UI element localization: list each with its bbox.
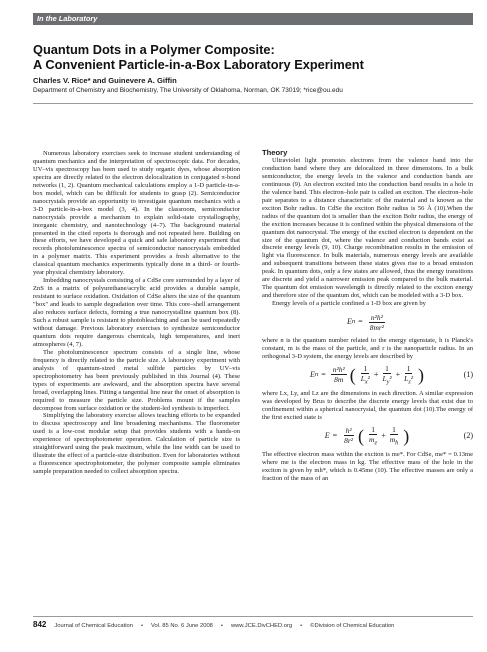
eq1-lhs: E	[346, 317, 352, 327]
eq3-term-hole	[388, 425, 401, 448]
eq2-term-y-sub: y	[386, 378, 390, 386]
copyright: ©Division of Chemical Education	[310, 623, 395, 629]
equation-number-2: (2)	[463, 430, 473, 440]
section-tag: In the Laboratory	[33, 13, 473, 25]
eq2-equals: =	[321, 369, 326, 379]
title-line-1: Quantum Dots in a Polymer Composite:	[33, 42, 275, 57]
eq2-term-x-sub: x	[364, 378, 368, 386]
eq1-equals: =	[358, 317, 363, 327]
equation-1	[262, 363, 473, 387]
equation-1d-box	[262, 310, 473, 334]
eq2-term-x-den: $L_x^2$	[360, 373, 370, 386]
equation-number-1: (1)	[463, 369, 473, 379]
theory-heading: Theory	[262, 148, 288, 157]
eq2-term-x-symbol: L	[360, 373, 365, 383]
eq3-lhs: E	[324, 430, 330, 440]
eq2-lhs-sub: n	[314, 370, 319, 378]
eq3-term-electron-num: 1	[371, 424, 375, 434]
eq2-term-z-symbol: L	[404, 373, 409, 383]
eq2-plus-2: +	[395, 369, 401, 379]
eq2-prefactor-numerator: n²h²	[332, 365, 345, 375]
eq3-term-hole-sub: h	[395, 439, 399, 447]
eq3-term-electron-den	[367, 435, 379, 448]
right-column	[262, 157, 473, 483]
eq3-term-hole-symbol: m	[389, 434, 396, 444]
journal-name: Journal of Chemical Education	[54, 623, 133, 629]
footer-separator-2: •	[220, 623, 223, 629]
eq2-open-paren: (	[349, 364, 356, 385]
eq3-close-paren: )	[403, 425, 410, 446]
eq2-prefactor-denominator: 8m	[334, 375, 344, 385]
page-footer	[33, 620, 473, 629]
left-paragraph-2: Imbedding nanocrystals consisting of a CdSe core surrounded by a layer of ZnS in a matrix of polyurethane/acrylic acid provides a durable sample, resistant to surface oxidation. Oxidation of CdSe alters the size of the quantum "box" and leads to sample degradation over time. This core–shell arrangement also reduces surface defects, forming a true nanocrystalline quantum box (8). Such a robust sample is resistant to photobleaching and can be used repeatedly without damage. Previous laboratory exercises to synthesize semiconductor quantum dots require dangerous chemicals, high temperatures, and inert atmospheres (4, 7).	[33, 277, 240, 348]
eq2-term-x-num: 1	[363, 363, 368, 373]
eq2-term-y-symbol: L	[382, 373, 387, 383]
theory-paragraph-5: The effective electron mass within the exciton is me*. For CdSe, me* = 0.13me where me is the electron mass in kg. The effective mass of the hole in the exciton is given by mh*, which is 0.45me (10). The effective masses are only a fraction of the mass of an	[262, 450, 473, 482]
left-column	[33, 150, 240, 476]
eq3-open-paren: (	[358, 425, 365, 446]
eq2-lhs: E	[309, 369, 315, 379]
eq2-term-z-sub: z	[408, 378, 411, 386]
theory-paragraph-2: Energy levels of a particle confined a 1-D box are given by	[272, 300, 426, 308]
eq2-term-z-num: 1	[406, 363, 411, 373]
theory-paragraph-3: where n is the quantum number related to the energy eigenstate, h is Planck's constant, m is the mass of the particle, and r is the nanoparticle radius. In an orthogonal 3-D system, the energy levels are described by	[262, 337, 473, 361]
eq2-term-y	[380, 364, 393, 387]
left-paragraph-1: Numerous laboratory exercises seek to increase student understanding of quantum mechanics and the interpretation of spectroscopic data. For decades, UV–vis spectroscopy has been used to study organic dyes, whose absorption spectra are directly related to the electron delocalization in conjugated π-bond networks (1, 2). Quantum mechanical calculations employ a 1-D particle-in-a-box model, which can be difficult for students to grasp (2). Semiconductor nanocrystals provide an opportunity to investigate quantum mechanics with a 3-D particle-in-a-box model (3, 4). In the classroom, semiconductor nanocrystals provide a mechanism to explain solid-state crystallography, inorganic chemistry, and nanotechnology (4–7). The background material presented in the cited reports is thorough and not repeated here. Building on these efforts, we have developed a quick and safe laboratory experiment that records photoluminescence spectra of semiconductor nanocrystals embedded in a polymer matrix. This experiment provides a fresh alternative to the classical quantum mechanics experiments typically done in a third- or fourth-year physical chemistry laboratory.	[33, 150, 240, 277]
header-divider	[33, 103, 473, 104]
article-title	[33, 42, 473, 72]
left-paragraph-3: The photoluminescence spectrum consists of a single line, whose frequency is directly related to the particle size. A laboratory experiment with analysis of quantum-sized metal sulfide particles by UV–vis spectrophotometry has been previously published in this Journal (4). These types of experiments are awkward, and the absorption spectra have several broad, overlapping lines. Fitting a tangential line near the onset of absorption is required to measure the particle size. Problems mount if the samples decompose from surface oxidation or the student-led synthesis is imperfect.	[33, 348, 240, 412]
eq3-term-electron	[367, 425, 379, 448]
eq1-fraction	[368, 313, 386, 332]
eq3-prefactor	[342, 426, 355, 445]
equation-2	[262, 424, 473, 448]
journal-website[interactable]: www.JCE.DivCHED.org	[230, 623, 293, 629]
footer-separator-1: •	[140, 623, 144, 629]
eq3-prefactor-numerator: h²	[345, 426, 352, 436]
theory-paragraph-1: Ultraviolet light promotes electrons from the valence band into the conduction band where they are delocalized in three dimensions. In a bulk semiconductor, the energy levels in the valence and conduction bands are continuous (9). An electron excited into the conduction band results in a hole in the valence band. This electron–hole pair is called an exciton. The electron–hole pair separates to a distance characteristic of the material and is known as the exciton Bohr radius. In CdSe the exciton Bohr radius is 56 Å (10).When the radius of the quantum dot is smaller than the exciton Bohr radius, the energy of the exciton increases because it is confined within the physical dimensions of the quantum dot nanocrystal. The energy of the excited electron is dependent on the size of the quantum dot, where the valence and conduction bands exist as discrete energy levels (9, 10). Charge recombination results in the emission of light via fluorescence. In bulk materials, numerous energy levels are available and subsequent transitions between these states gives rise to a broad emission peak. In quantum dots, only a few states are allowed, thus the energy transitions are discrete and yield a narrower emission peak compared to the bulk material. The quantum dot emission wavelength is directly related to the exciton energy and therefore size of the quantum dot, which can be modeled with a 3-D box.	[262, 157, 473, 300]
eq2-plus-1: +	[373, 369, 379, 379]
volume-info: Vol. 85 No. 6 June 2008	[151, 623, 213, 629]
eq3-plus: +	[381, 430, 386, 440]
eq2-term-y-den: $L_y^2$	[382, 373, 392, 386]
eq3-term-electron-symbol: m	[369, 434, 375, 444]
left-paragraph-4: Simplifying the laboratory exercise allows teaching efforts to be expanded to discuss spectroscopy and line broadening mechanisms. The fluorometer used is a low-cost modular setup that provides students with a hands-on experience of spectrophotometer operation. Calculation of particle size is straightforward using the peak maximum, while the line width can be used to illustrate the effect of a particle-size distribution. Even for laboratories without a fluorescence spectrophotometer, the polymer composite sample eliminates sample preparation needed to collect absorption spectra.	[33, 412, 240, 476]
title-line-2: A Convenient Particle-in-a-Box Laboratory Experiment	[33, 57, 364, 72]
eq3-prefactor-denominator: 8r²	[344, 436, 354, 446]
authors: Charles V. Rice* and Guinevere A. Giffin	[33, 76, 177, 85]
eq1-numerator: n²h²	[370, 312, 383, 322]
eq1-lhs-sub: n	[351, 318, 356, 326]
eq2-close-paren: )	[418, 364, 425, 385]
eq3-term-hole-den	[388, 435, 401, 448]
eq2-term-z	[402, 364, 415, 387]
affiliation: Department of Chemistry and Biochemistry, The University of Oklahoma, Norman, OK 73019; *rice@ou.edu	[33, 87, 343, 94]
eq3-term-electron-sub: e	[374, 439, 378, 447]
theory-paragraph-4: where Lx, Ly, and Lz are the dimensions in each direction. A similar expression was developed by Brus to describe the discrete energy levels that exist due to confinement within a spherical nanocrystal, the quantum dot (10).The energy of the first excited state is	[262, 389, 473, 421]
page-number: 842	[33, 620, 47, 629]
eq2-term-z-den: $L_z^2$	[404, 373, 414, 386]
eq3-term-hole-num: 1	[392, 424, 396, 434]
eq3-equals: =	[332, 430, 338, 440]
eq2-term-y-num: 1	[385, 363, 389, 373]
footer-divider	[33, 616, 473, 617]
eq2-term-x	[359, 364, 372, 387]
footer-separator-3: •	[300, 623, 303, 629]
eq2-prefactor	[331, 365, 347, 384]
eq1-denominator: 8mr²	[369, 322, 385, 332]
